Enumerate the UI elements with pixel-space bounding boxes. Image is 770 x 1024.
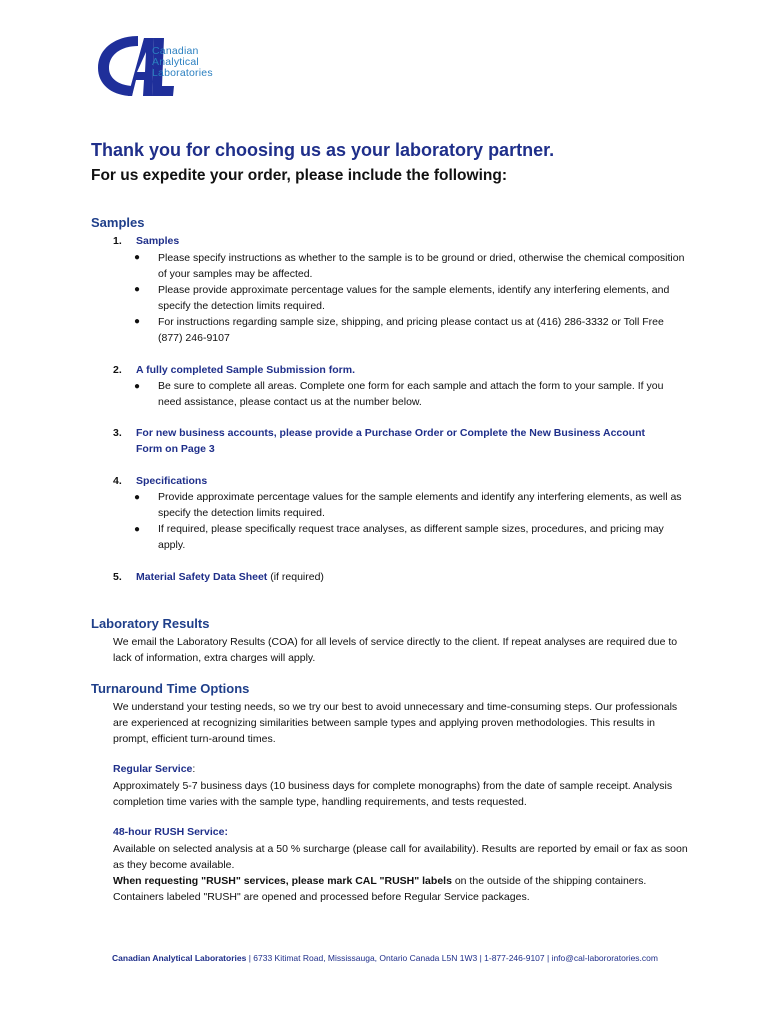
- bullet-icon: ●: [134, 381, 141, 392]
- item-title-submission-form: A fully completed Sample Submission form.: [136, 364, 355, 376]
- regular-service-text: Approximately 5-7 business days (10 business days for complete monographs) from the date of sample receipt. Analysis completion time varies with the sample type, handling requirements, and tests requested.: [113, 780, 673, 808]
- rush-instructions-bold: When requesting "RUSH" services, please mark CAL "RUSH" labels: [113, 875, 452, 887]
- item-number: 2.: [113, 364, 122, 376]
- bullet-icon: ●: [134, 316, 141, 327]
- list-item: Please specify instructions as whether to the sample is to be ground or dried, otherwise the chemical composition of your samples may be affected.: [158, 252, 685, 280]
- regular-service-title: Regular Service: [113, 763, 193, 775]
- item-title-msds: [136, 569, 696, 585]
- msds-suffix: (if required): [267, 571, 324, 583]
- msds-label: Material Safety Data Sheet: [136, 571, 268, 583]
- rush-service-label: 48-hour RUSH Service:: [113, 826, 228, 838]
- item-title-purchase-order: For new business accounts, please provide a Purchase Order or Complete the New Business Account Form on Page 3: [136, 427, 646, 455]
- item-title-specifications: Specifications: [136, 475, 208, 487]
- item-number: 3.: [113, 427, 122, 439]
- footer-company: Canadian Analytical Laboratories: [112, 953, 247, 963]
- turnaround-heading: Turnaround Time Options: [91, 681, 250, 696]
- list-item: Provide approximate percentage values for the sample elements and identify any interfering elements, as well as specify the detection limits required.: [158, 491, 682, 519]
- item-title-samples: Samples: [136, 235, 180, 247]
- regular-service-colon: :: [192, 763, 196, 775]
- item-number: 5.: [113, 571, 122, 583]
- rush-instructions-rest: on the outside of the shipping containers. Containers labeled "RUSH" are opened and processed before Regular Service packages.: [113, 875, 647, 903]
- logo-line-3: Laboratories: [152, 67, 213, 79]
- list-item: Please provide approximate percentage values for the sample elements, identify any interfering elements, and specify the detection limits required.: [158, 284, 670, 312]
- list-item: If required, please specifically request trace analyses, as different sample sizes, procedures, and pricing may apply.: [158, 523, 664, 551]
- regular-service-label: [113, 763, 195, 775]
- bullet-icon: ●: [134, 492, 141, 503]
- page-subtitle: For us expedite your order, please include the following:: [91, 167, 507, 184]
- page-footer: [0, 953, 770, 963]
- list-item: Be sure to complete all areas. Complete one form for each sample and attach the form to your sample. If you need assistance, please contact us at the number below.: [158, 380, 664, 408]
- footer-details: | 6733 Kitimat Road, Mississauga, Ontario Canada L5N 1W3 | 1-877-246-9107 | info@cal-labororatories.com: [246, 953, 658, 963]
- logo-line-2: Analytical: [152, 56, 199, 68]
- logo-line-1: Canadian: [152, 45, 199, 57]
- samples-heading: Samples: [91, 215, 145, 230]
- list-item: For instructions regarding sample size, shipping, and pricing please contact us at (416) 286-3332 or Toll Free (877) 246-9107: [158, 316, 664, 344]
- bullet-icon: ●: [134, 252, 141, 263]
- rush-instructions: [113, 873, 688, 905]
- turnaround-intro: We understand your testing needs, so we try our best to avoid unnecessary and time-consuming steps. Our professionals are experienced at recognizing similarities between sample types and applying proven methodologies. This results in prompt, efficient turn-around times.: [113, 701, 678, 745]
- item-number: 4.: [113, 475, 122, 487]
- lab-results-heading: Laboratory Results: [91, 616, 210, 631]
- item-number: 1.: [113, 235, 122, 247]
- bullet-icon: ●: [134, 284, 141, 295]
- bullet-icon: ●: [134, 524, 141, 535]
- page-title: Thank you for choosing us as your laboratory partner.: [91, 140, 555, 160]
- lab-results-text: We email the Laboratory Results (COA) for all levels of service directly to the client. If repeat analyses are required due to lack of information, extra charges will apply.: [113, 636, 678, 664]
- rush-service-text: Available on selected analysis at a 50 % surcharge (please call for availability). Results are reported by email or fax as soon as they become available.: [113, 843, 688, 871]
